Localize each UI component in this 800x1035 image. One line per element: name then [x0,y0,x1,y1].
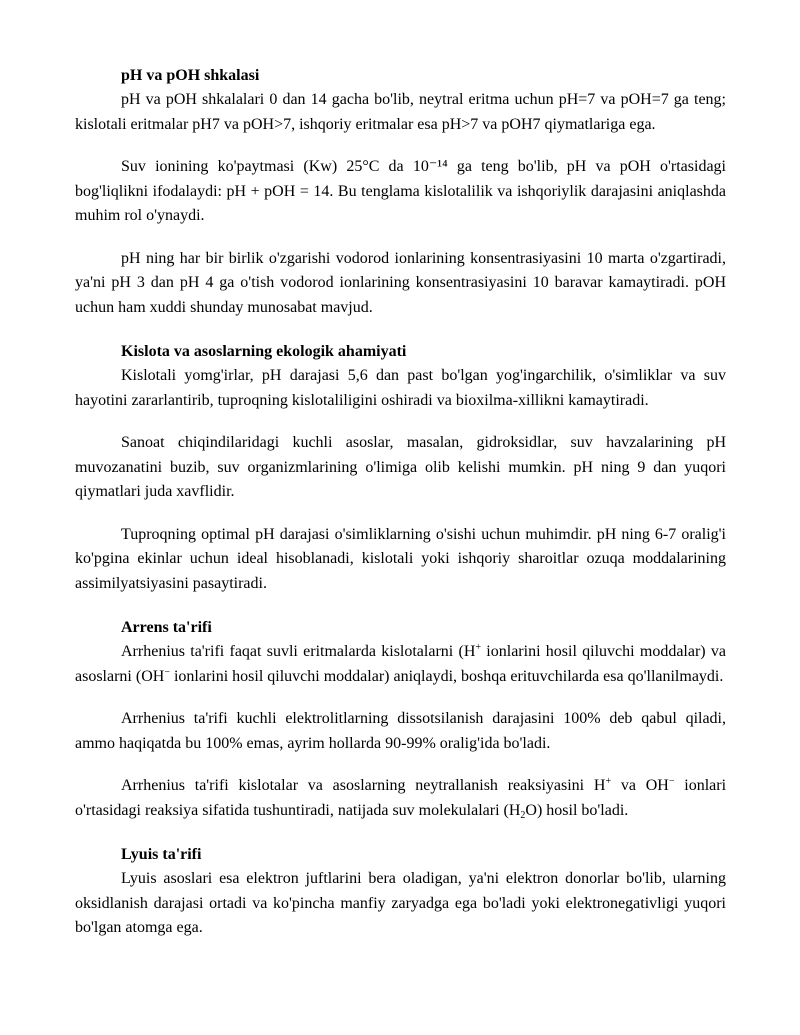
section-heading: Arrens ta'rifi [121,619,212,636]
superscript: − [164,666,170,678]
text-run: Arrhenius ta'rifi kislotalar va asoslarning neytrallanish reaksiyasini H [121,777,606,794]
superscript: + [475,642,482,653]
paragraph [75,774,726,823]
section-heading: Kislota va asoslarning ekologik ahamiyati [121,343,407,360]
document-body [75,64,726,941]
paragraph: pH va pOH shkalalari 0 dan 14 gacha bo'lib, neytral eritma uchun pH=7 va pOH=7 ga teng; kislotali eritmalar pH7 va pOH>7, ishqoriy eritmalar esa pH>7 va pOH7 qiymatlariga ega. [75,91,726,133]
section-arrhenius-definition [75,616,726,823]
section-ecological-importance [75,340,726,596]
section-heading: Lyuis ta'rifi [121,846,202,863]
paragraph: Suv ionining ko'paytmasi (Kw) 25°C da 10⁻¹⁴ ga teng bo'lib, pH va pOH o'rtasidagi bog'liqlikni ifodalaydi: pH + pOH = 14. Bu tenglama kislotalilik va ishqoriylik darajasini aniqlashda muhim rol o'ynaydi. [75,158,726,224]
subscript: 2 [520,809,526,821]
paragraph: Tuproqning optimal pH darajasi o'simliklarning o'sishi uchun muhimdir. pH ning 6-7 oralig'i ko'pgina ekinlar uchun ideal hisoblanadi, kislotali yoki ishqoriy sharoitlar ozuqa moddalarining assimilyatsiyasini pasaytiradi. [75,525,726,592]
text-run: ionlarini hosil qiluvchi moddalar) va asoslarni (OH [75,643,726,685]
section-lewis-definition [75,843,726,941]
paragraph: Lyuis asoslari esa elektron juftlarini bera oladigan, ya'ni elektron donorlar bo'lib, ularning oksidlanish darajasi ortadi va ko'pincha manfiy zaryadga ega bo'ladi yoki elektronegativligi yuqori bo'lgan atomga ega. [75,870,726,936]
section-heading: pH va pOH shkalasi [121,67,260,84]
superscript: − [668,776,675,787]
paragraph: Arrhenius ta'rifi kuchli elektrolitlarning dissotsilanish darajasini 100% deb qabul qiladi, ammo haqiqatda bu 100% emas, ayrim hollarda 90-99% oralig'ida bo'ladi. [75,710,726,752]
text-run: va OH [611,777,669,794]
text-run: ionlarini hosil qiluvchi moddalar) aniqlaydi, boshqa erituvchilarda esa qo'llanilmaydi. [169,667,724,685]
paragraph [75,640,726,689]
text-run: O) hosil bo'ladi. [525,801,629,819]
paragraph: pH ning har bir birlik o'zgarishi vodorod ionlarining konsentrasiyasini 10 marta o'zgartiradi, ya'ni pH 3 dan pH 4 ga o'tish vodorod ionlarining konsentrasiyasini 10 baravar kamaytiradi. pOH uchun ham xuddi shunday munosabat mavjud. [75,249,726,316]
paragraph: Sanoat chiqindilaridagi kuchli asoslar, masalan, gidroksidlar, suv havzalarining pH muvozanatini buzib, suv organizmlarining o'limiga olib kelishi mumkin. pH ning 9 dan yuqori qiymatlari juda xavflidir. [75,434,726,500]
text-run: Arrhenius ta'rifi faqat suvli eritmalarda kislotalarni (H [121,643,476,660]
paragraph: Kislotali yomg'irlar, pH darajasi 5,6 dan past bo'lgan yog'ingarchilik, o'simliklar va suv hayotini zararlantirib, tuproqning kislotaliligini oshiradi va bioxilma-xillikni kamaytiradi. [75,367,726,409]
section-ph-poh-scale [75,64,726,320]
text-run: ionlari o'rtasidagi reaksiya sifatida tushuntiradi, natijada suv molekulalari (H [75,777,727,819]
superscript: + [605,776,612,787]
